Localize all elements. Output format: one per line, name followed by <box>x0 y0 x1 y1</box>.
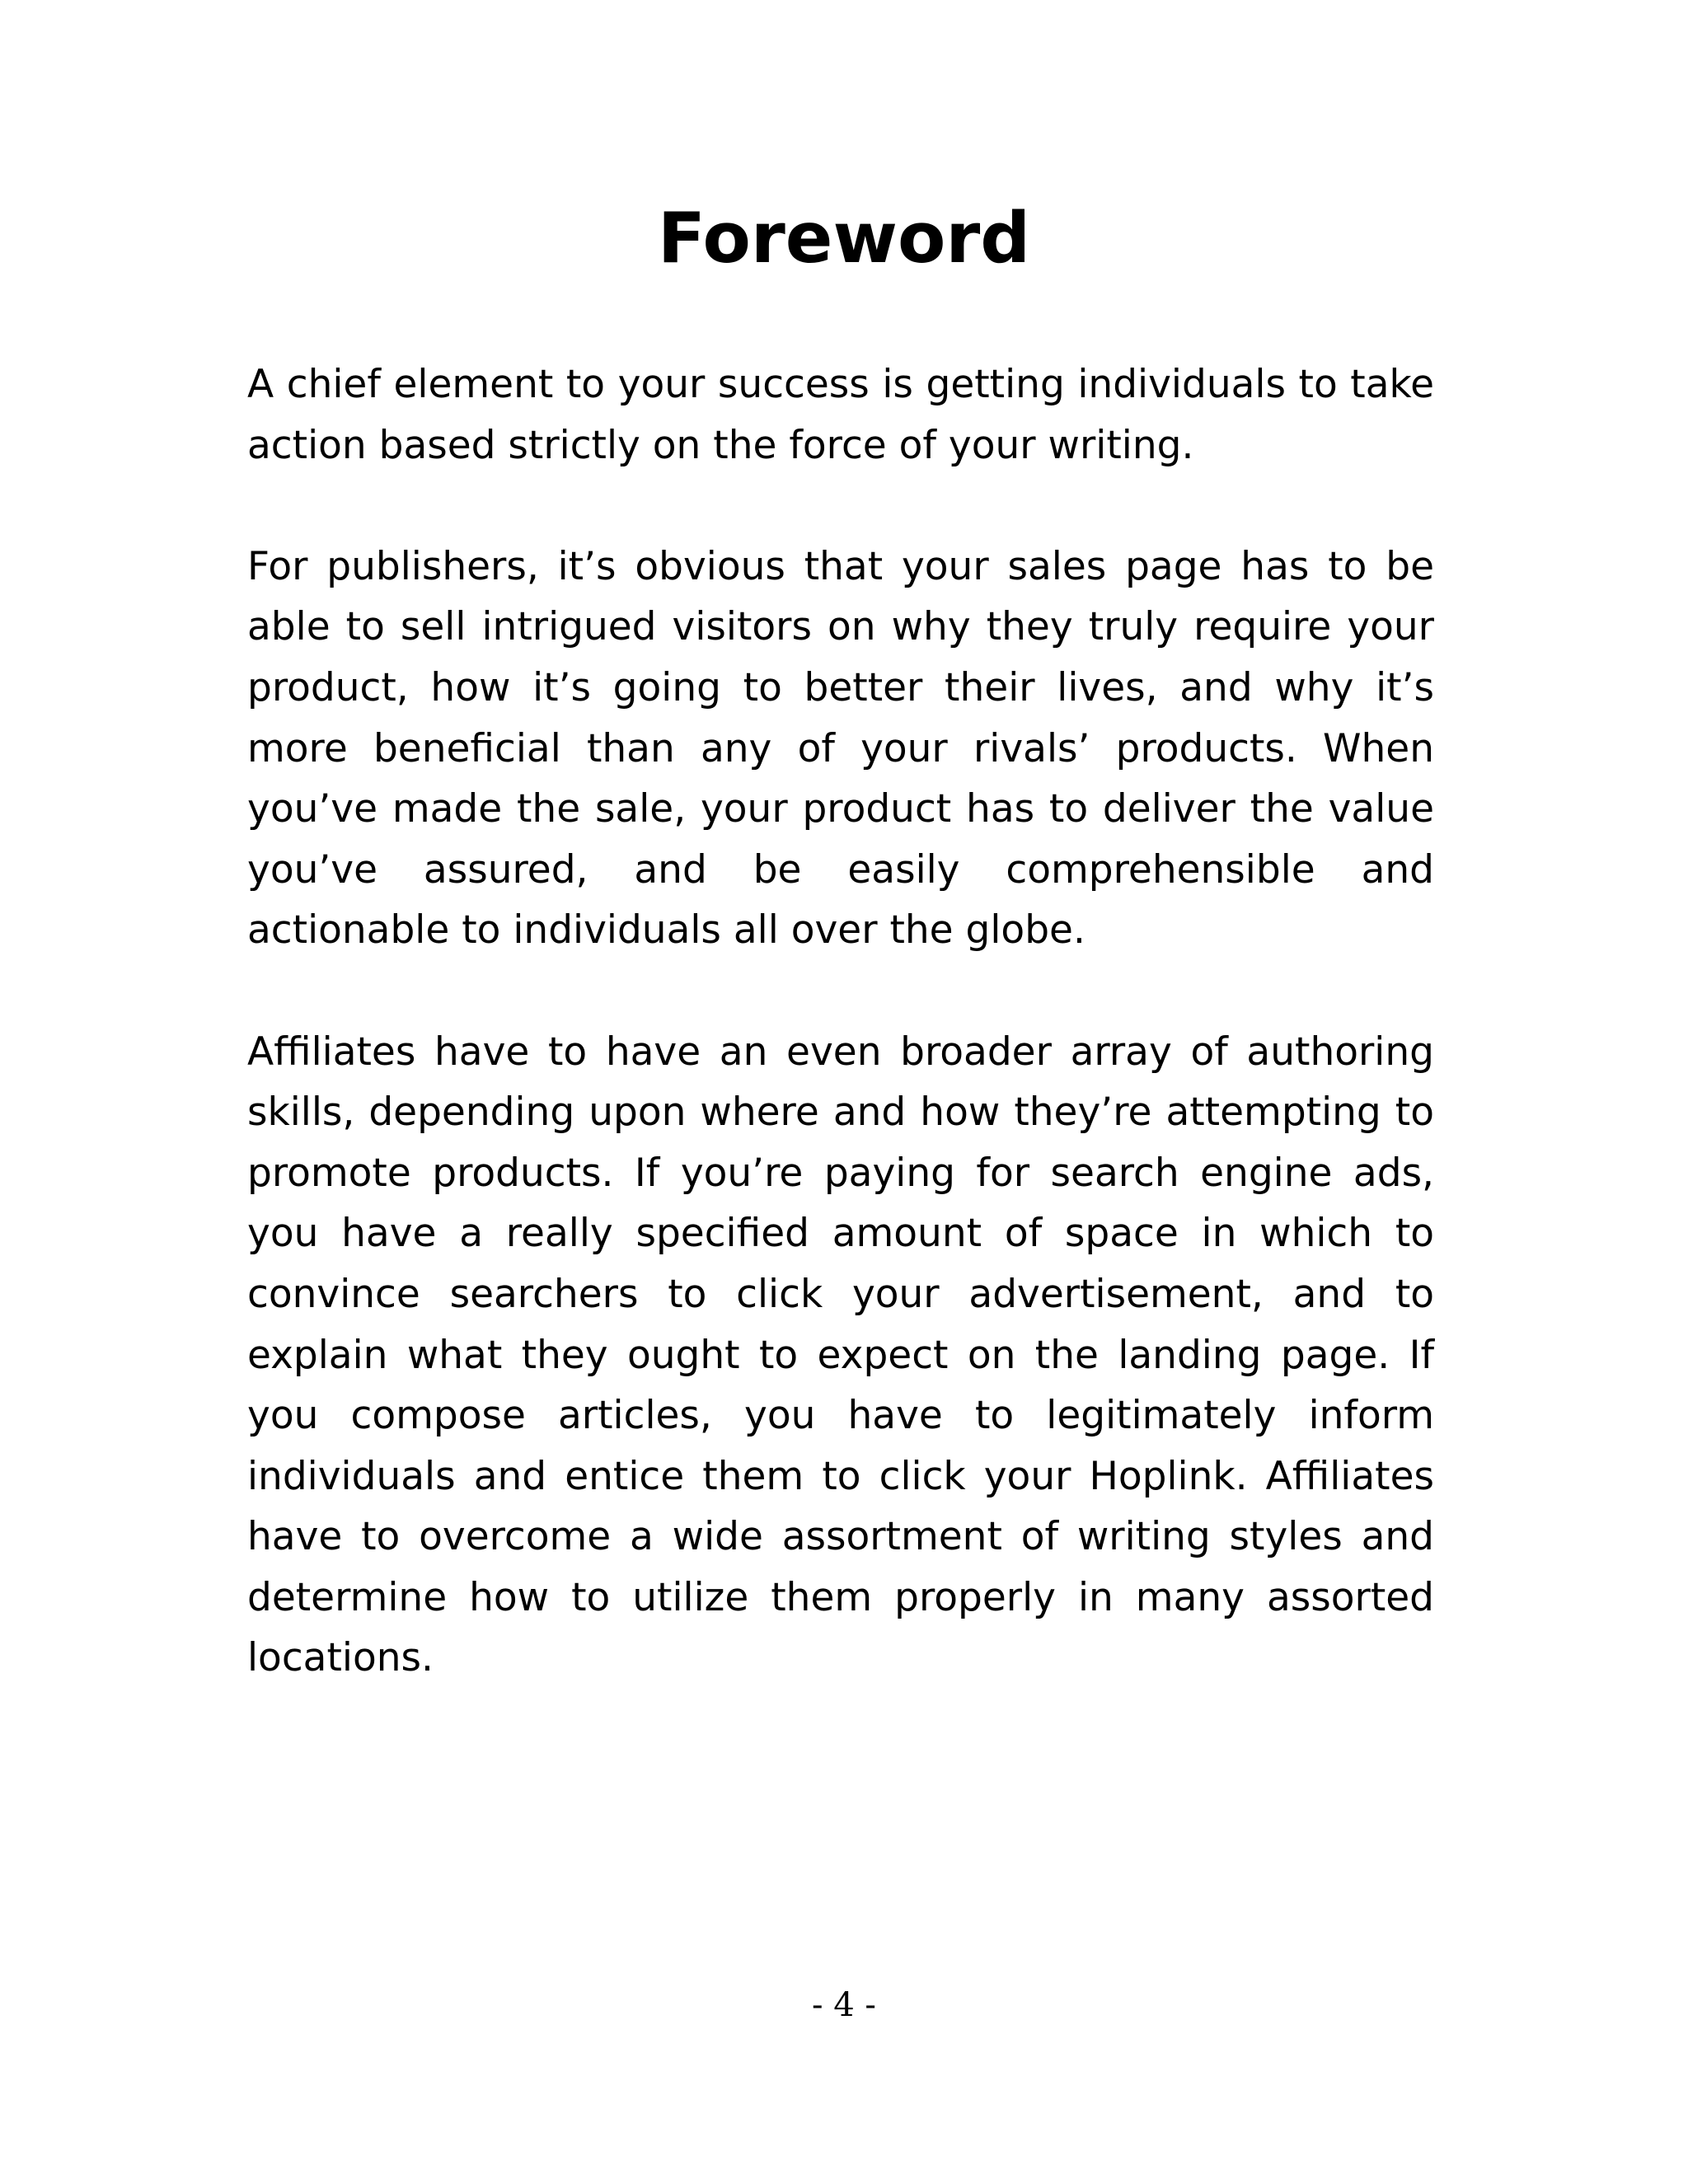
page-title: Foreword <box>657 198 1031 279</box>
paragraph-2: For publishers, it’s obvious that your sales page has to be able to sell intrigued visitors on why they truly require your product, how it’s going to better their lives, and why it’s more beneficial than any of your rivals’ products. When you’ve made the sale, your product has to deliver the value you’ve assured, and be easily comprehensible and actionable to individuals all over the globe. <box>247 543 1434 954</box>
paragraph-3: Affiliates have to have an even broader array of authoring skills, depending upon where and how they’re attempting to promote products. If you’re paying for search engine ads, you have a really specified amount of space in which to convince searchers to click your advertisement, and to explain what they ought to expect on the landing page. If you compose articles, you have to legitimately inform individuals and entice them to click your Hoplink. Affiliates have to overcome a wide assortment of writing styles and determine how to utilize them properly in many assorted locations. <box>247 1029 1434 1681</box>
page-number: - 4 - <box>812 1986 876 2024</box>
body-text <box>247 354 1434 1750</box>
paragraph-1: A chief element to your success is getting individuals to take action based strictly on the force of your writing. <box>247 362 1434 468</box>
